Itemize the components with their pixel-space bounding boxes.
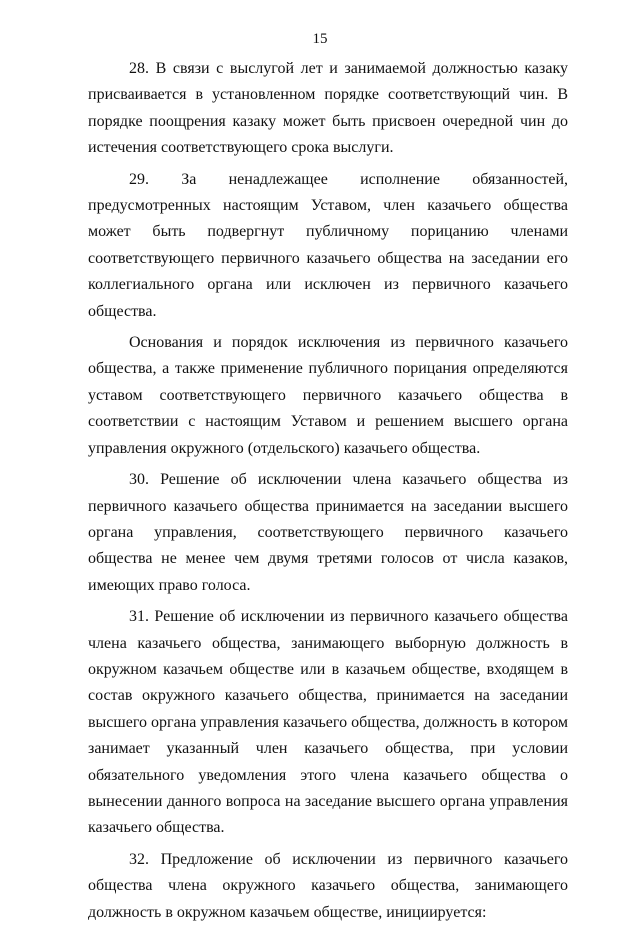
page-number: 15 xyxy=(312,31,328,47)
paragraph-31: 31. Решение об исключении из первичного казачьего общества члена казачьего общества, занимающего выборную должность в окружном казачьем обществе или в казачьем обществе, входящем в состав окружного казачьего общества, принимается на заседании высшего органа управления казачьего общества, должность в котором занимает указанный член казачьего общества, при условии обязательного уведомления этого члена казачьего общества о вынесении данного вопроса на заседание высшего органа управления казачьего общества. xyxy=(88,608,568,837)
document-body xyxy=(88,56,568,931)
paragraph-32: 32. Предложение об исключении из первичного казачьего общества члена окружного казачьего общества, занимающего должность в окружном казачьем обществе, инициируется: xyxy=(88,850,568,921)
paragraph-29: 29. За ненадлежащее исполнение обязанностей, предусмотренных настоящим Уставом, член казачьего общества может быть подвергнут публичному порицанию членами соответствующего первичного казачьего общества на заседании его коллегиального органа или исключен из первичного казачьего общества. xyxy=(88,170,568,320)
paragraph-28: 28. В связи с выслугой лет и занимаемой должностью казаку присваивается в установленном порядке соответствующий чин. В порядке поощрения казаку может быть присвоен очередной чин до истечения соответствующего срока выслуги. xyxy=(88,60,568,157)
paragraph-29-continuation: Основания и порядок исключения из первичного казачьего общества, а также применение публичного порицания определяются уставом соответствующего первичного казачьего общества в соответствии с настоящим Уставом и решением высшего органа управления окружного (отдельского) казачьего общества. xyxy=(88,334,568,457)
paragraph-30: 30. Решение об исключении члена казачьего общества из первичного казачьего общества принимается на заседании высшего органа управления, соответствующего первичного казачьего общества не менее чем двумя третями голосов от числа казаков, имеющих право голоса. xyxy=(88,471,568,594)
